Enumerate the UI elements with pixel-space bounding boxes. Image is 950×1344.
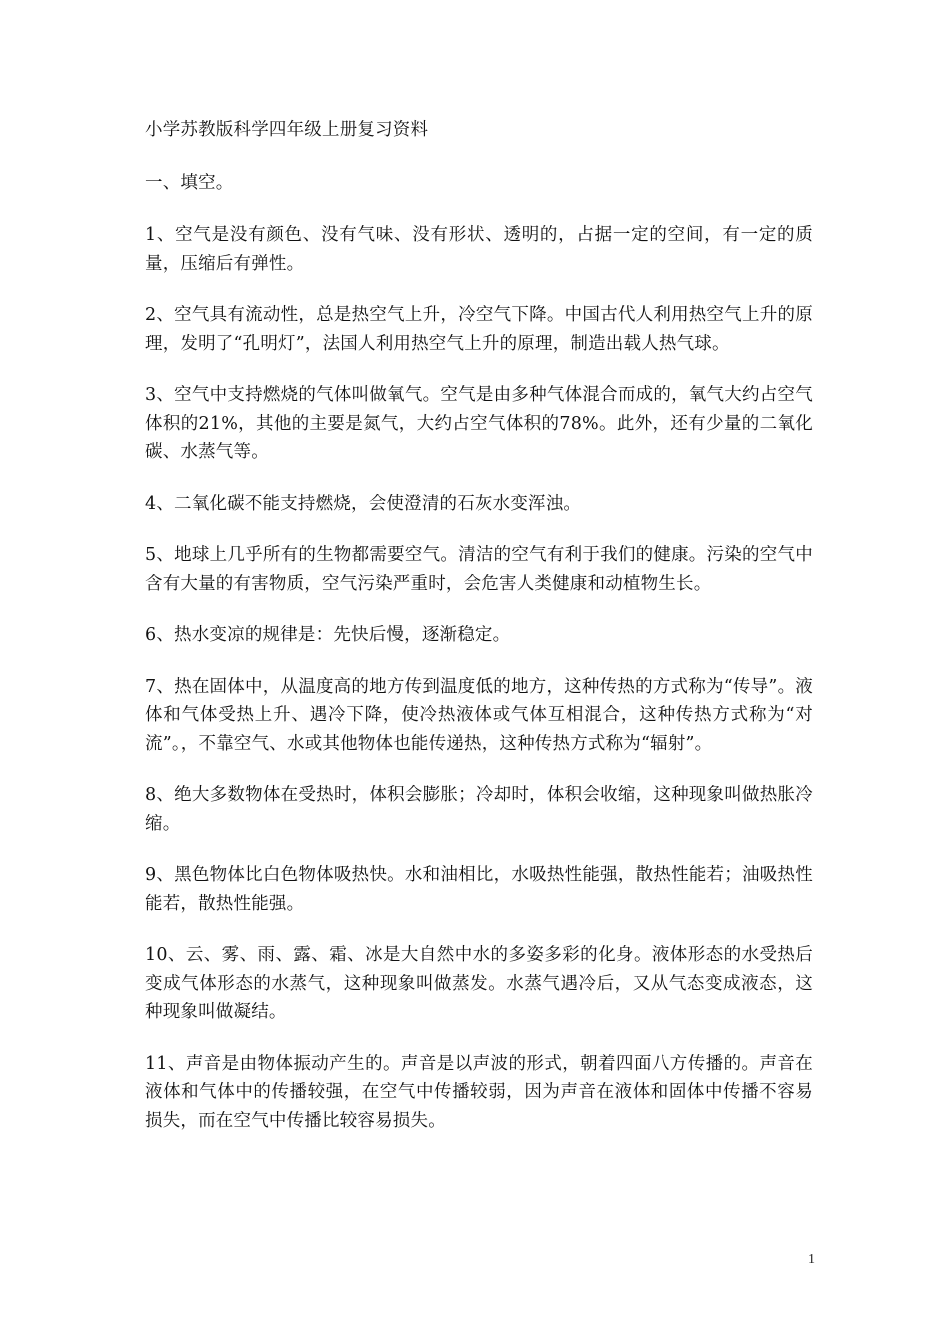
paragraph-item-2: 2、空气具有流动性，总是热空气上升，冷空气下降。中国古代人利用热空气上升的原理，发明了“孔明灯”，法国人利用热空气上升的原理，制造出载人热气球。	[145, 305, 813, 354]
paragraph-item-7: 7、热在固体中，从温度高的地方传到温度低的地方，这种传热的方式称为“传导”。液体和气体受热上升、遇冷下降，使冷热液体或气体互相混合，这种传热方式称为“对流”。，不靠空气、水或其他物体也能传递热，这种传热方式称为“辐射”。	[145, 676, 813, 754]
paragraph-item-6: 6、热水变凉的规律是：先快后慢，逐渐稳定。	[145, 625, 511, 645]
paragraph-item-10: 10、云、雾、雨、露、霜、冰是大自然中水的多姿多彩的化身。液体形态的水受热后变成气体形态的水蒸气，这种现象叫做蒸发。水蒸气遇冷后，又从气态变成液态，这种现象叫做凝结。	[145, 945, 813, 1022]
document-title: 小学苏教版科学四年级上册复习资料	[145, 120, 429, 140]
paragraph-item-5: 5、地球上几乎所有的生物都需要空气。清洁的空气有利于我们的健康。污染的空气中含有大量的有害物质，空气污染严重时，会危害人类健康和动植物生长。	[145, 545, 813, 594]
paragraph-item-8: 8、绝大多数物体在受热时，体积会膨胀；冷却时，体积会收缩，这种现象叫做热胀冷缩。	[145, 785, 813, 834]
paragraph-item-9: 9、黑色物体比白色物体吸热快。水和油相比，水吸热性能强，散热性能若；油吸热性能若，散热性能强。	[145, 865, 813, 914]
paragraph-item-1: 1、空气是没有颜色、没有气味、没有形状、透明的，占据一定的空间，有一定的质量，压缩后有弹性。	[145, 225, 813, 274]
page-number: 1	[808, 1252, 815, 1267]
document-body	[145, 116, 813, 1158]
section-heading: 一、填空。	[145, 172, 234, 193]
paragraph-item-3: 3、空气中支持燃烧的气体叫做氧气。空气是由多种气体混合而成的，氧气大约占空气体积的21%，其他的主要是氮气，大约占空气体积的78%。此外，还有少量的二氧化碳、水蒸气等。	[145, 385, 813, 462]
paragraph-item-11: 11、声音是由物体振动产生的。声音是以声波的形式，朝着四面八方传播的。声音在液体和气体中的传播较强，在空气中传播较弱，因为声音在液体和固体中传播不容易损失，而在空气中传播比较容易损失。	[145, 1053, 813, 1131]
paragraph-item-4: 4、二氧化碳不能支持燃烧，会使澄清的石灰水变浑浊。	[145, 493, 582, 514]
